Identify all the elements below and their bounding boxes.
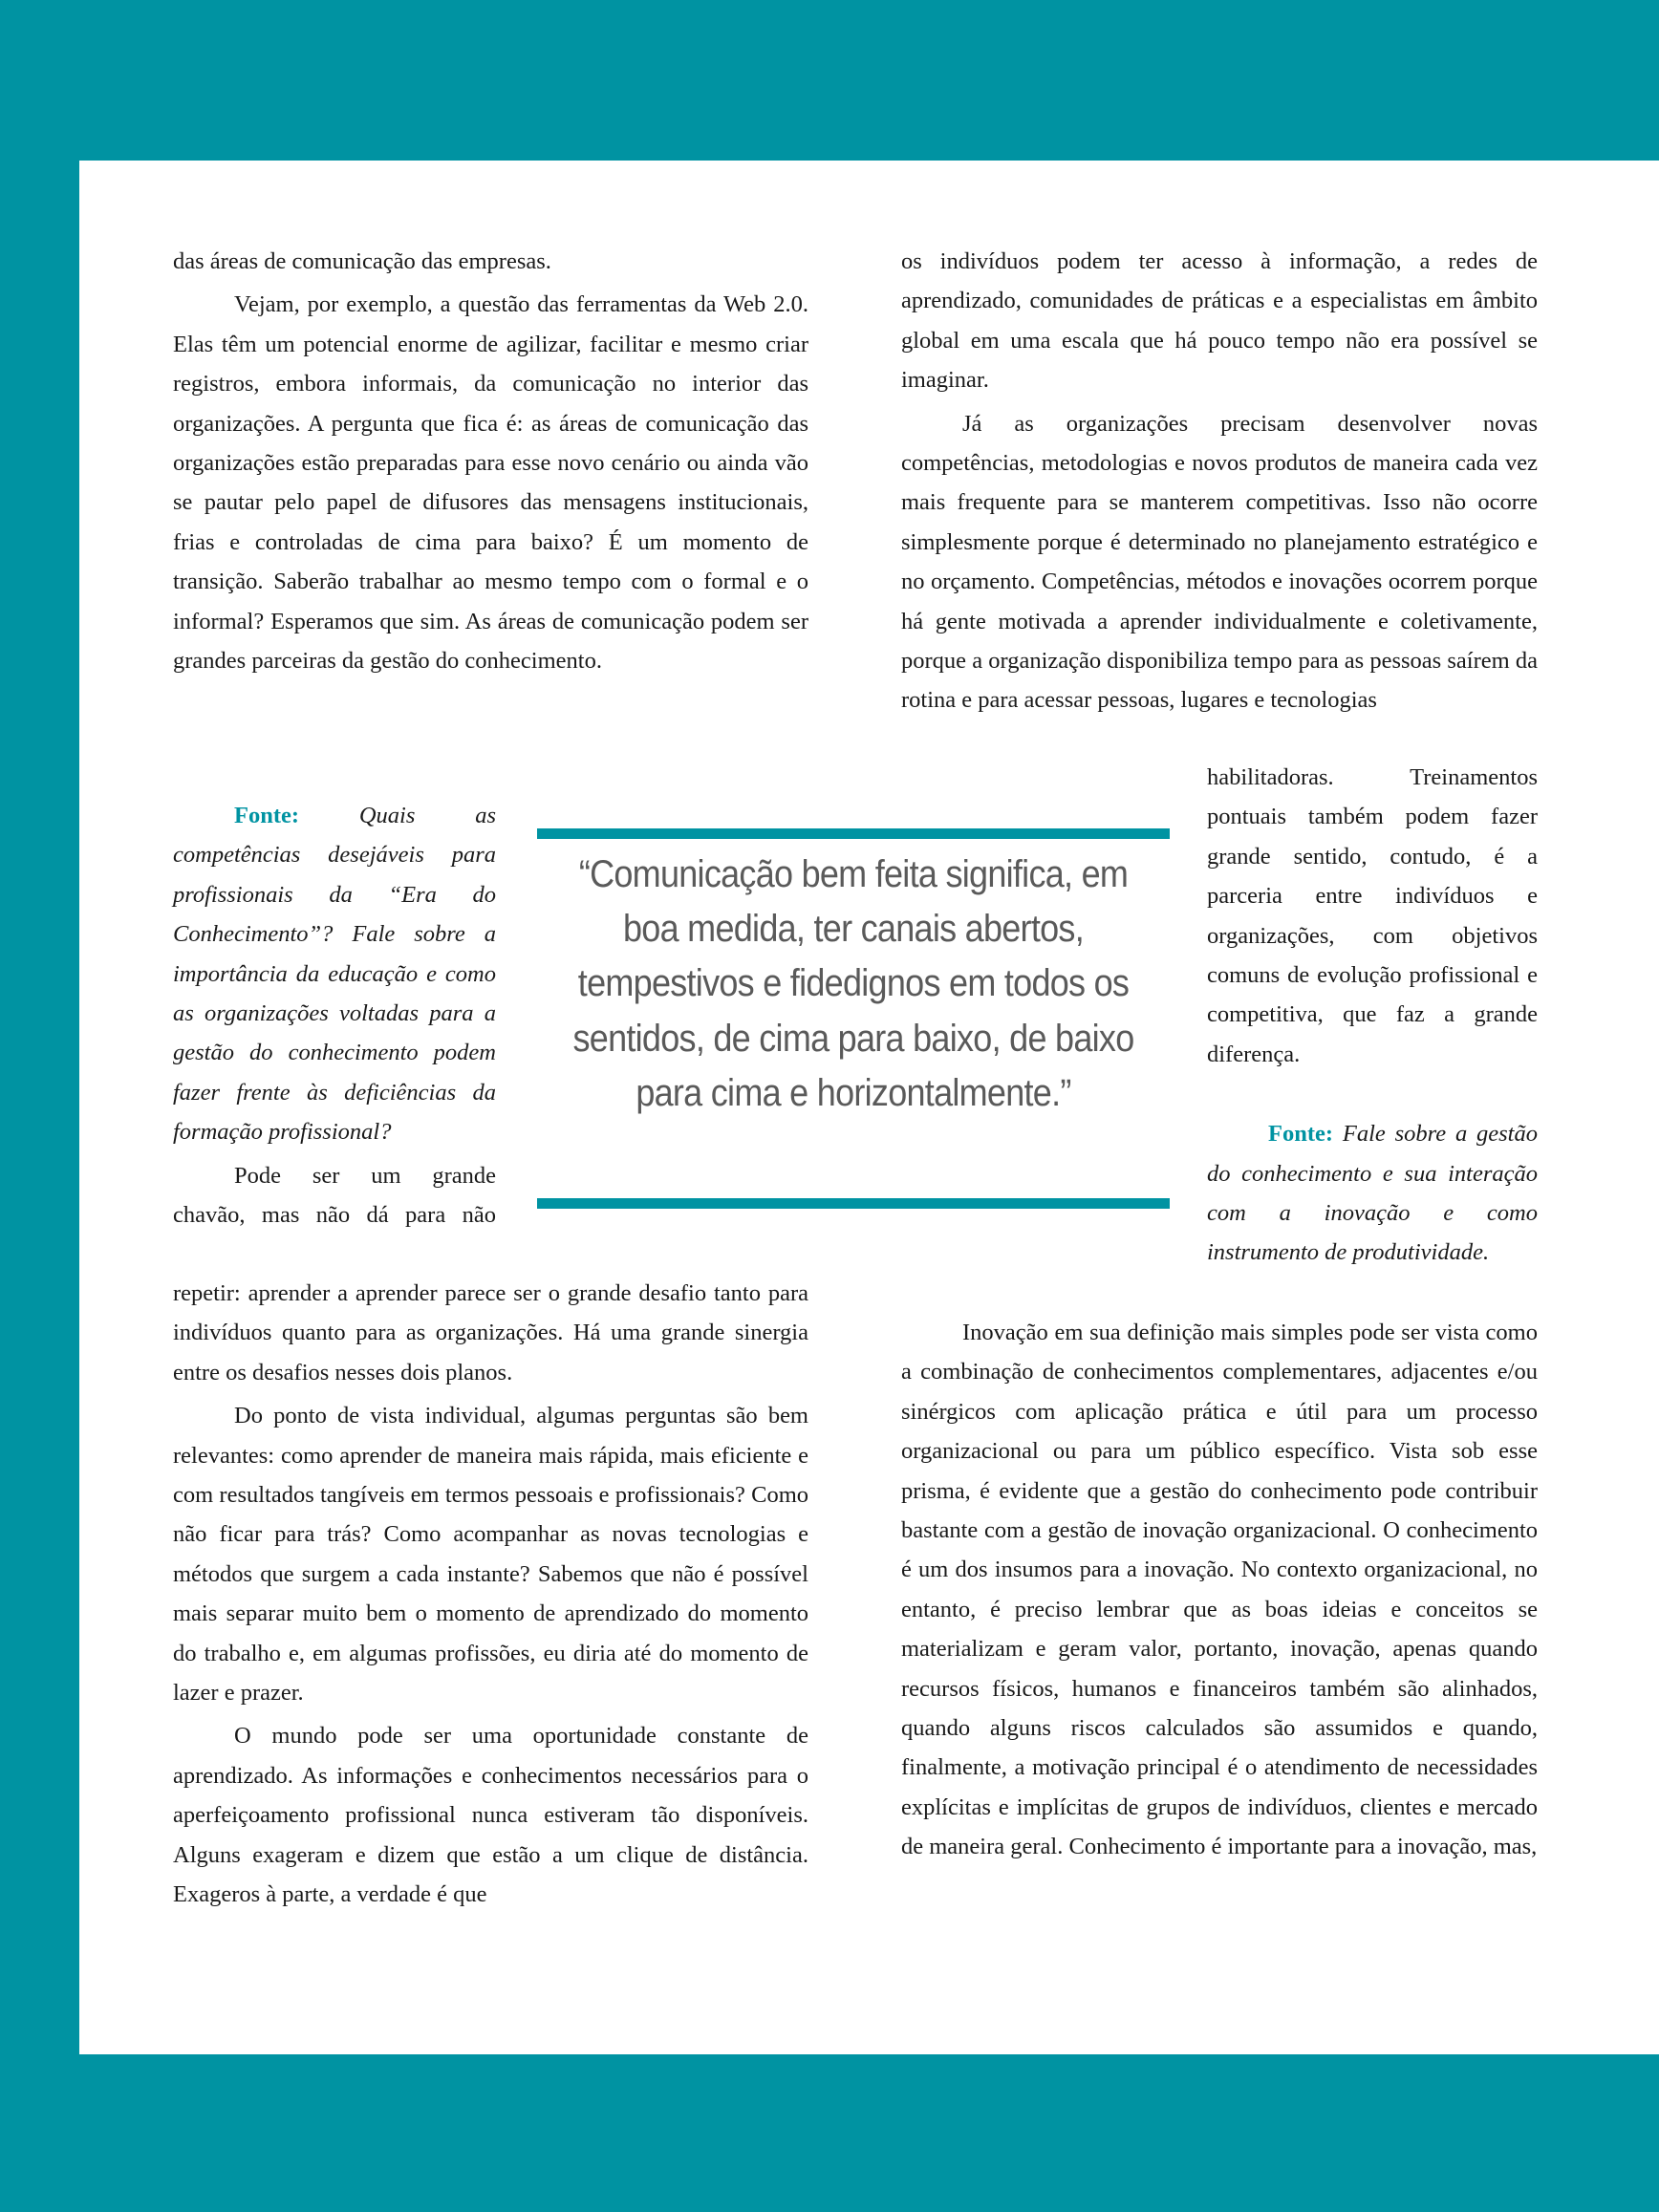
right-column-top — [901, 242, 1538, 720]
page — [79, 161, 1659, 2054]
paragraph: das áreas de comunicação das empresas. — [173, 248, 551, 274]
paragraph: Vejam, por exemplo, a questão das ferramentas da Web 2.0. Elas têm um potencial enorme de agilizar, facilitar e mesmo criar registros, embora informais, da comunicação no interior das organizações. A pergunta que fica é: as áreas de comunicação das organizações estão preparadas para esse novo cenário ou ainda vão se pautar pelo papel de difusores das mensagens institucionais, frias e controladas de cima para baixo? É um momento de transição. Saberão trabalhar ao mesmo tempo com o formal e o informal? Esperamos que sim. As áreas de comunicação podem ser grandes parceiras da gestão do conhecimento. — [173, 291, 808, 675]
right-column-bottom — [901, 1313, 1538, 1867]
paragraph: Inovação em sua definição mais simples pode ser vista como a combinação de conhecimentos complementares, adjacentes e/ou sinérgicos com aplicação prática e útil para um processo organizacional ou para um público específico. Vista sob esse prisma, é evidente que a gestão do conhecimento pode contribuir bastante com a gestão de inovação organizacional. O conhecimento é um dos insumos para a inovação. No contexto organizacional, no entanto, é preciso lembrar que as boas ideias e conceitos se materializam e geram valor, portanto, inovação, apenas quando recursos físicos, humanos e financeiros também são alinhados, quando alguns riscos calculados são assumidos e quando, finalmente, a motivação principal é o atendimento de necessidades explícitas e implícitas de grupos de indivíduos, clientes e mercado de maneira geral. Conhecimento é importante para a inovação, mas, — [901, 1320, 1538, 1860]
paragraph: O mundo pode ser uma oportunidade constante de aprendizado. As informações e conhecimentos necessários para o aperfeiçoamento profissional nunca estiveram tão disponíveis. Alguns exageram e dizem que estão a um clique de distância. Exageros à parte, a verdade é que — [173, 1723, 808, 1908]
paragraph: Do ponto de vista individual, algumas perguntas são bem relevantes: como aprender de maneira mais rápida, mais eficiente e com resultados tangíveis em termos pessoais e profissionais? Como não ficar para trás? Como acompanhar as novas tecnologias e métodos que surgem a cada instante? Sabemos que não é possível mais separar muito bem o momento de aprendizado do momento do trabalho e, em algumas profissões, eu diria até do momento de lazer e prazer. — [173, 1403, 808, 1707]
paragraph: repetir: aprender a aprender parece ser o grande desafio tanto para indivíduos quanto para as organizações. Há uma grande sinergia entre os desafios nesses dois planos. — [173, 1280, 808, 1385]
paragraph: habilitadoras. Treinamentos pontuais também podem fazer grande sentido, contudo, é a parceria entre indivíduos e organizações, com objetivos comuns de evolução profissional e competitiva, que faz a grande diferença. — [1207, 764, 1538, 1067]
pullquote-top-rule — [537, 828, 1170, 839]
fonte-question: Fale sobre a gestão do conhecimento e sua interação com a inovação e como instrumento de produtividade. — [1207, 1121, 1538, 1266]
paragraph: Pode ser um grande chavão, mas não dá para não — [173, 1162, 496, 1229]
fonte-note — [173, 796, 496, 1152]
left-column-top — [173, 242, 808, 680]
fonte-question: Quais as competências desejáveis para profissionais da “Era do Conhecimento”? Fale sobre a importância da educação e como as organizações voltadas para a gestão do conhecimento podem fazer frente às deficiências da formação profissional? — [173, 803, 496, 1146]
paragraph: Já as organizações precisam desenvolver novas competências, metodologias e novos produtos de maneira cada vez mais frequente para se manterem competitivas. Isso não ocorre simplesmente porque é determinado no planejamento estratégico e no orçamento. Competências, métodos e inovações ocorrem porque há gente motivada a aprender individualmente e coletivamente, porque a organização disponibiliza tempo para as pessoas saírem da rotina e para acessar pessoas, lugares e tecnologias — [901, 410, 1538, 714]
pullquote: “Comunicação bem feita significa, em boa medida, ter canais abertos, tempestivos e fidedignos em todos os sentidos, de cima para baixo, de baixo para cima e horizontalmente.” — [572, 853, 1134, 1114]
right-column-beside-quote — [1207, 758, 1538, 1273]
fonte-label: Fonte: — [1268, 1121, 1334, 1148]
pullquote-bottom-rule — [537, 1198, 1170, 1209]
fonte-note — [1207, 1114, 1538, 1273]
fonte-label: Fonte: — [234, 803, 300, 828]
left-column-beside-quote — [173, 796, 496, 1235]
left-column-bottom — [173, 1274, 808, 1915]
paragraph: os indivíduos podem ter acesso à informação, a redes de aprendizado, comunidades de práticas e a especialistas em âmbito global em uma escala que há pouco tempo não era possível se imaginar. — [901, 248, 1538, 394]
